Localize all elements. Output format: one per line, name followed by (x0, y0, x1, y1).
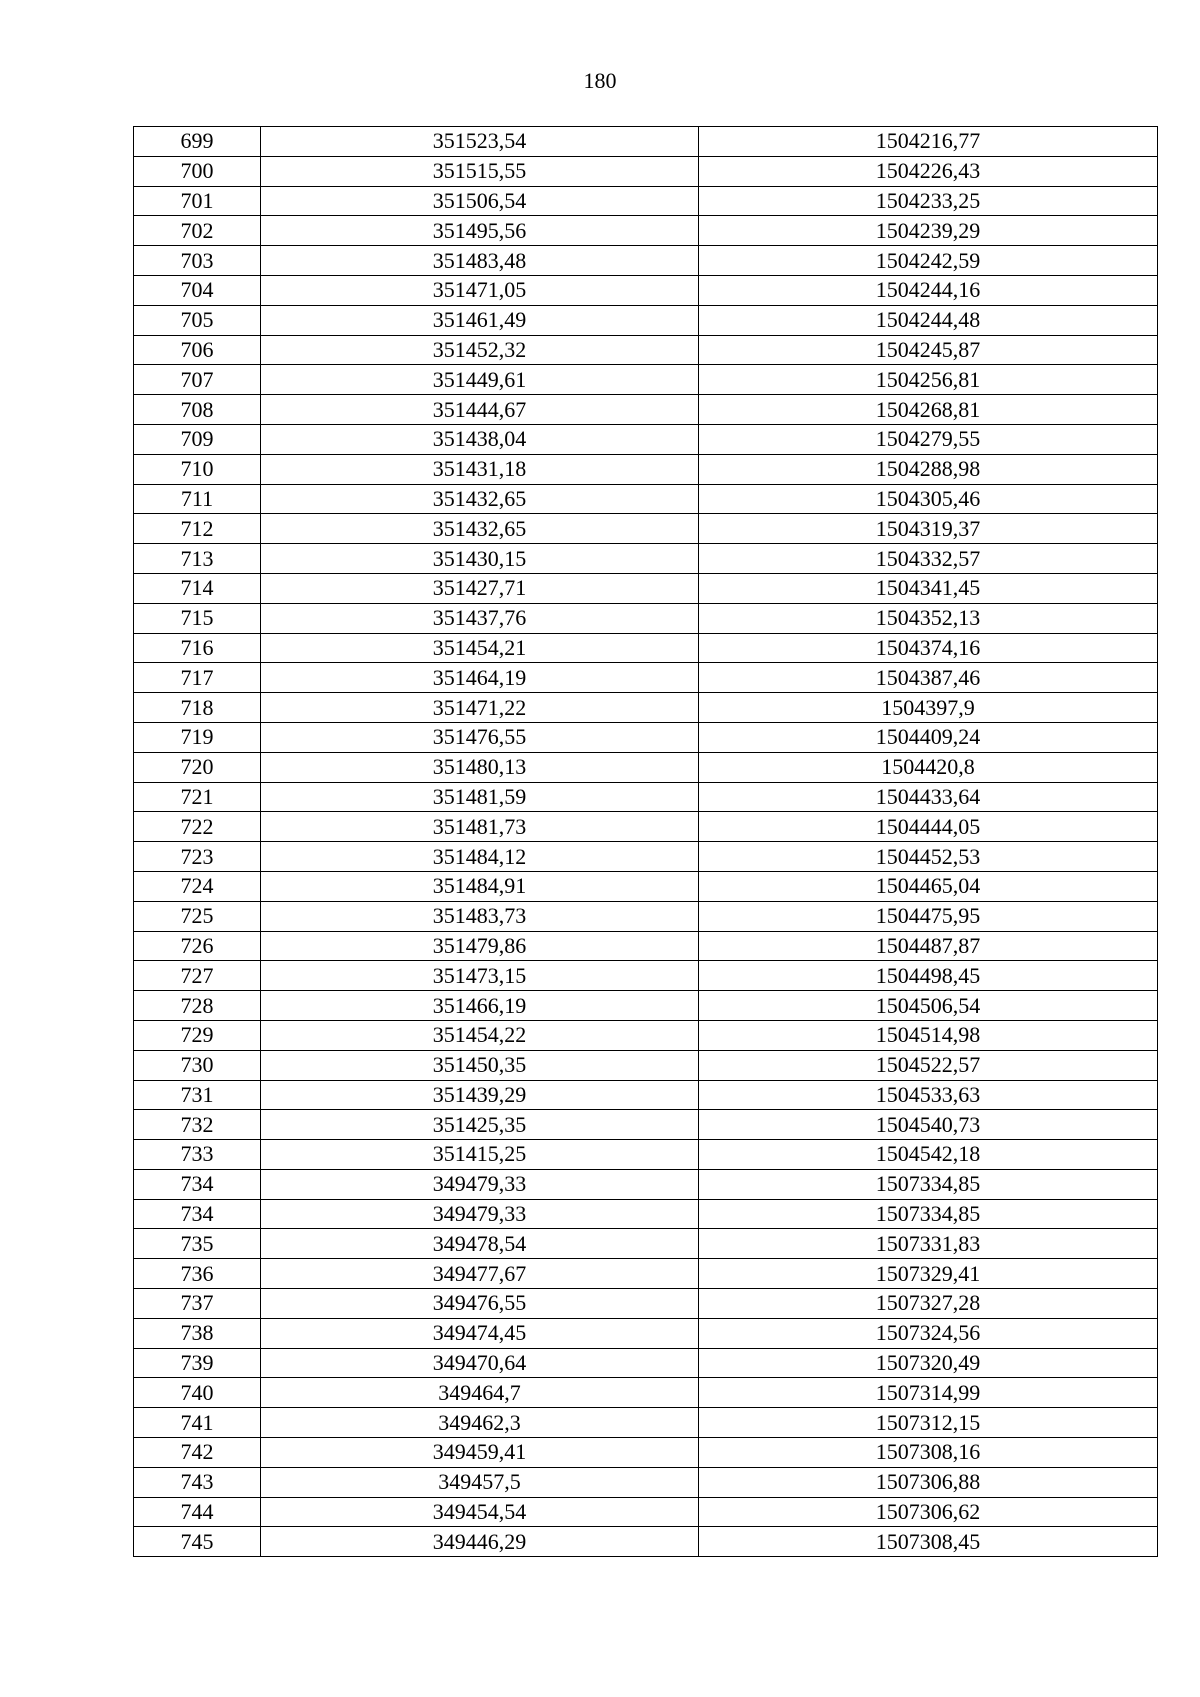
x-coordinate-cell: 351437,76 (261, 603, 699, 633)
point-number-cell: 723 (134, 842, 261, 872)
table-row (134, 1020, 1158, 1050)
table-body (134, 127, 1158, 1557)
table-row (134, 484, 1158, 514)
table-row (134, 871, 1158, 901)
table-row (134, 1318, 1158, 1348)
x-coordinate-cell: 351452,32 (261, 335, 699, 365)
point-number-cell: 703 (134, 246, 261, 276)
y-coordinate-cell: 1504522,57 (699, 1050, 1158, 1080)
y-coordinate-cell: 1504542,18 (699, 1140, 1158, 1170)
table-row (134, 1497, 1158, 1527)
point-number-cell: 704 (134, 275, 261, 305)
table-row (134, 1140, 1158, 1170)
x-coordinate-cell: 349462,3 (261, 1408, 699, 1438)
x-coordinate-cell: 351425,35 (261, 1110, 699, 1140)
table-row (134, 603, 1158, 633)
y-coordinate-cell: 1504540,73 (699, 1110, 1158, 1140)
point-number-cell: 743 (134, 1467, 261, 1497)
point-number-cell: 730 (134, 1050, 261, 1080)
x-coordinate-cell: 351427,71 (261, 573, 699, 603)
y-coordinate-cell: 1504397,9 (699, 693, 1158, 723)
point-number-cell: 718 (134, 693, 261, 723)
x-coordinate-cell: 349474,45 (261, 1318, 699, 1348)
table-row (134, 395, 1158, 425)
point-number-cell: 733 (134, 1140, 261, 1170)
point-number-cell: 721 (134, 782, 261, 812)
table-row (134, 127, 1158, 157)
y-coordinate-cell: 1504433,64 (699, 782, 1158, 812)
x-coordinate-cell: 351473,15 (261, 961, 699, 991)
table-row (134, 1438, 1158, 1468)
y-coordinate-cell: 1504244,16 (699, 275, 1158, 305)
x-coordinate-cell: 351481,73 (261, 812, 699, 842)
point-number-cell: 700 (134, 156, 261, 186)
y-coordinate-cell: 1507306,88 (699, 1467, 1158, 1497)
y-coordinate-cell: 1507334,85 (699, 1169, 1158, 1199)
table-row (134, 1378, 1158, 1408)
point-number-cell: 726 (134, 931, 261, 961)
point-number-cell: 710 (134, 454, 261, 484)
point-number-cell: 737 (134, 1289, 261, 1319)
point-number-cell: 729 (134, 1020, 261, 1050)
x-coordinate-cell: 349479,33 (261, 1169, 699, 1199)
x-coordinate-cell: 351450,35 (261, 1050, 699, 1080)
point-number-cell: 711 (134, 484, 261, 514)
point-number-cell: 712 (134, 514, 261, 544)
y-coordinate-cell: 1507327,28 (699, 1289, 1158, 1319)
x-coordinate-cell: 351480,13 (261, 752, 699, 782)
table-row (134, 305, 1158, 335)
table-row (134, 514, 1158, 544)
y-coordinate-cell: 1504506,54 (699, 991, 1158, 1021)
coordinates-table (133, 126, 1158, 1557)
table-row (134, 842, 1158, 872)
y-coordinate-cell: 1507329,41 (699, 1259, 1158, 1289)
x-coordinate-cell: 351444,67 (261, 395, 699, 425)
x-coordinate-cell: 351449,61 (261, 365, 699, 395)
y-coordinate-cell: 1507331,83 (699, 1229, 1158, 1259)
y-coordinate-cell: 1504216,77 (699, 127, 1158, 157)
point-number-cell: 739 (134, 1348, 261, 1378)
y-coordinate-cell: 1504319,37 (699, 514, 1158, 544)
x-coordinate-cell: 351439,29 (261, 1080, 699, 1110)
x-coordinate-cell: 351506,54 (261, 186, 699, 216)
x-coordinate-cell: 351515,55 (261, 156, 699, 186)
point-number-cell: 719 (134, 722, 261, 752)
table-row (134, 1229, 1158, 1259)
y-coordinate-cell: 1504533,63 (699, 1080, 1158, 1110)
table-row (134, 901, 1158, 931)
table-row (134, 931, 1158, 961)
point-number-cell: 722 (134, 812, 261, 842)
x-coordinate-cell: 349476,55 (261, 1289, 699, 1319)
point-number-cell: 738 (134, 1318, 261, 1348)
x-coordinate-cell: 349459,41 (261, 1438, 699, 1468)
x-coordinate-cell: 351454,21 (261, 633, 699, 663)
table-row (134, 812, 1158, 842)
point-number-cell: 702 (134, 216, 261, 246)
x-coordinate-cell: 351471,05 (261, 275, 699, 305)
x-coordinate-cell: 351476,55 (261, 722, 699, 752)
y-coordinate-cell: 1504465,04 (699, 871, 1158, 901)
point-number-cell: 708 (134, 395, 261, 425)
point-number-cell: 741 (134, 1408, 261, 1438)
y-coordinate-cell: 1504305,46 (699, 484, 1158, 514)
point-number-cell: 701 (134, 186, 261, 216)
table-row (134, 1259, 1158, 1289)
y-coordinate-cell: 1504341,45 (699, 573, 1158, 603)
point-number-cell: 742 (134, 1438, 261, 1468)
y-coordinate-cell: 1504374,16 (699, 633, 1158, 663)
point-number-cell: 706 (134, 335, 261, 365)
y-coordinate-cell: 1507306,62 (699, 1497, 1158, 1527)
table-row (134, 424, 1158, 454)
point-number-cell: 720 (134, 752, 261, 782)
table-row (134, 752, 1158, 782)
x-coordinate-cell: 349457,5 (261, 1467, 699, 1497)
page-number: 180 (583, 68, 617, 93)
table-row (134, 1110, 1158, 1140)
table-row (134, 1050, 1158, 1080)
point-number-cell: 716 (134, 633, 261, 663)
x-coordinate-cell: 349477,67 (261, 1259, 699, 1289)
point-number-cell: 735 (134, 1229, 261, 1259)
table-row (134, 961, 1158, 991)
point-number-cell: 705 (134, 305, 261, 335)
y-coordinate-cell: 1507320,49 (699, 1348, 1158, 1378)
y-coordinate-cell: 1504288,98 (699, 454, 1158, 484)
table-row (134, 275, 1158, 305)
point-number-cell: 714 (134, 573, 261, 603)
point-number-cell: 745 (134, 1527, 261, 1557)
table-row (134, 216, 1158, 246)
point-number-cell: 715 (134, 603, 261, 633)
y-coordinate-cell: 1507308,45 (699, 1527, 1158, 1557)
point-number-cell: 727 (134, 961, 261, 991)
x-coordinate-cell: 349470,64 (261, 1348, 699, 1378)
x-coordinate-cell: 351483,48 (261, 246, 699, 276)
x-coordinate-cell: 351431,18 (261, 454, 699, 484)
y-coordinate-cell: 1504332,57 (699, 544, 1158, 574)
y-coordinate-cell: 1507334,85 (699, 1199, 1158, 1229)
y-coordinate-cell: 1504256,81 (699, 365, 1158, 395)
y-coordinate-cell: 1504387,46 (699, 663, 1158, 693)
x-coordinate-cell: 351471,22 (261, 693, 699, 723)
y-coordinate-cell: 1504452,53 (699, 842, 1158, 872)
x-coordinate-cell: 351464,19 (261, 663, 699, 693)
table-row (134, 573, 1158, 603)
x-coordinate-cell: 351523,54 (261, 127, 699, 157)
x-coordinate-cell: 349478,54 (261, 1229, 699, 1259)
x-coordinate-cell: 351438,04 (261, 424, 699, 454)
table-row (134, 1348, 1158, 1378)
table-row (134, 1199, 1158, 1229)
x-coordinate-cell: 351484,91 (261, 871, 699, 901)
y-coordinate-cell: 1504352,13 (699, 603, 1158, 633)
x-coordinate-cell: 349454,54 (261, 1497, 699, 1527)
x-coordinate-cell: 349479,33 (261, 1199, 699, 1229)
point-number-cell: 736 (134, 1259, 261, 1289)
x-coordinate-cell: 351495,56 (261, 216, 699, 246)
y-coordinate-cell: 1504409,24 (699, 722, 1158, 752)
x-coordinate-cell: 349464,7 (261, 1378, 699, 1408)
y-coordinate-cell: 1507314,99 (699, 1378, 1158, 1408)
table-row (134, 365, 1158, 395)
x-coordinate-cell: 349446,29 (261, 1527, 699, 1557)
point-number-cell: 709 (134, 424, 261, 454)
y-coordinate-cell: 1504226,43 (699, 156, 1158, 186)
y-coordinate-cell: 1507324,56 (699, 1318, 1158, 1348)
x-coordinate-cell: 351454,22 (261, 1020, 699, 1050)
table-row (134, 633, 1158, 663)
y-coordinate-cell: 1504444,05 (699, 812, 1158, 842)
y-coordinate-cell: 1504268,81 (699, 395, 1158, 425)
y-coordinate-cell: 1504239,29 (699, 216, 1158, 246)
point-number-cell: 728 (134, 991, 261, 1021)
y-coordinate-cell: 1504245,87 (699, 335, 1158, 365)
x-coordinate-cell: 351430,15 (261, 544, 699, 574)
point-number-cell: 699 (134, 127, 261, 157)
point-number-cell: 707 (134, 365, 261, 395)
x-coordinate-cell: 351479,86 (261, 931, 699, 961)
table-row (134, 335, 1158, 365)
y-coordinate-cell: 1507308,16 (699, 1438, 1158, 1468)
point-number-cell: 744 (134, 1497, 261, 1527)
table-row (134, 1080, 1158, 1110)
y-coordinate-cell: 1504475,95 (699, 901, 1158, 931)
table-row (134, 722, 1158, 752)
table-row (134, 782, 1158, 812)
table-row (134, 454, 1158, 484)
y-coordinate-cell: 1504514,98 (699, 1020, 1158, 1050)
point-number-cell: 734 (134, 1169, 261, 1199)
x-coordinate-cell: 351466,19 (261, 991, 699, 1021)
x-coordinate-cell: 351483,73 (261, 901, 699, 931)
x-coordinate-cell: 351481,59 (261, 782, 699, 812)
point-number-cell: 725 (134, 901, 261, 931)
point-number-cell: 724 (134, 871, 261, 901)
table-row (134, 1467, 1158, 1497)
table-row (134, 186, 1158, 216)
y-coordinate-cell: 1504279,55 (699, 424, 1158, 454)
y-coordinate-cell: 1507312,15 (699, 1408, 1158, 1438)
point-number-cell: 717 (134, 663, 261, 693)
y-coordinate-cell: 1504244,48 (699, 305, 1158, 335)
table-row (134, 1289, 1158, 1319)
point-number-cell: 732 (134, 1110, 261, 1140)
x-coordinate-cell: 351415,25 (261, 1140, 699, 1170)
table-row (134, 991, 1158, 1021)
table-row (134, 693, 1158, 723)
table-row (134, 544, 1158, 574)
y-coordinate-cell: 1504242,59 (699, 246, 1158, 276)
x-coordinate-cell: 351484,12 (261, 842, 699, 872)
table-row (134, 663, 1158, 693)
table-row (134, 1408, 1158, 1438)
table-row (134, 1527, 1158, 1557)
table-row (134, 156, 1158, 186)
table-row (134, 246, 1158, 276)
y-coordinate-cell: 1504498,45 (699, 961, 1158, 991)
x-coordinate-cell: 351432,65 (261, 514, 699, 544)
point-number-cell: 731 (134, 1080, 261, 1110)
x-coordinate-cell: 351461,49 (261, 305, 699, 335)
x-coordinate-cell: 351432,65 (261, 484, 699, 514)
table-row (134, 1169, 1158, 1199)
y-coordinate-cell: 1504233,25 (699, 186, 1158, 216)
y-coordinate-cell: 1504487,87 (699, 931, 1158, 961)
point-number-cell: 713 (134, 544, 261, 574)
point-number-cell: 734 (134, 1199, 261, 1229)
y-coordinate-cell: 1504420,8 (699, 752, 1158, 782)
point-number-cell: 740 (134, 1378, 261, 1408)
